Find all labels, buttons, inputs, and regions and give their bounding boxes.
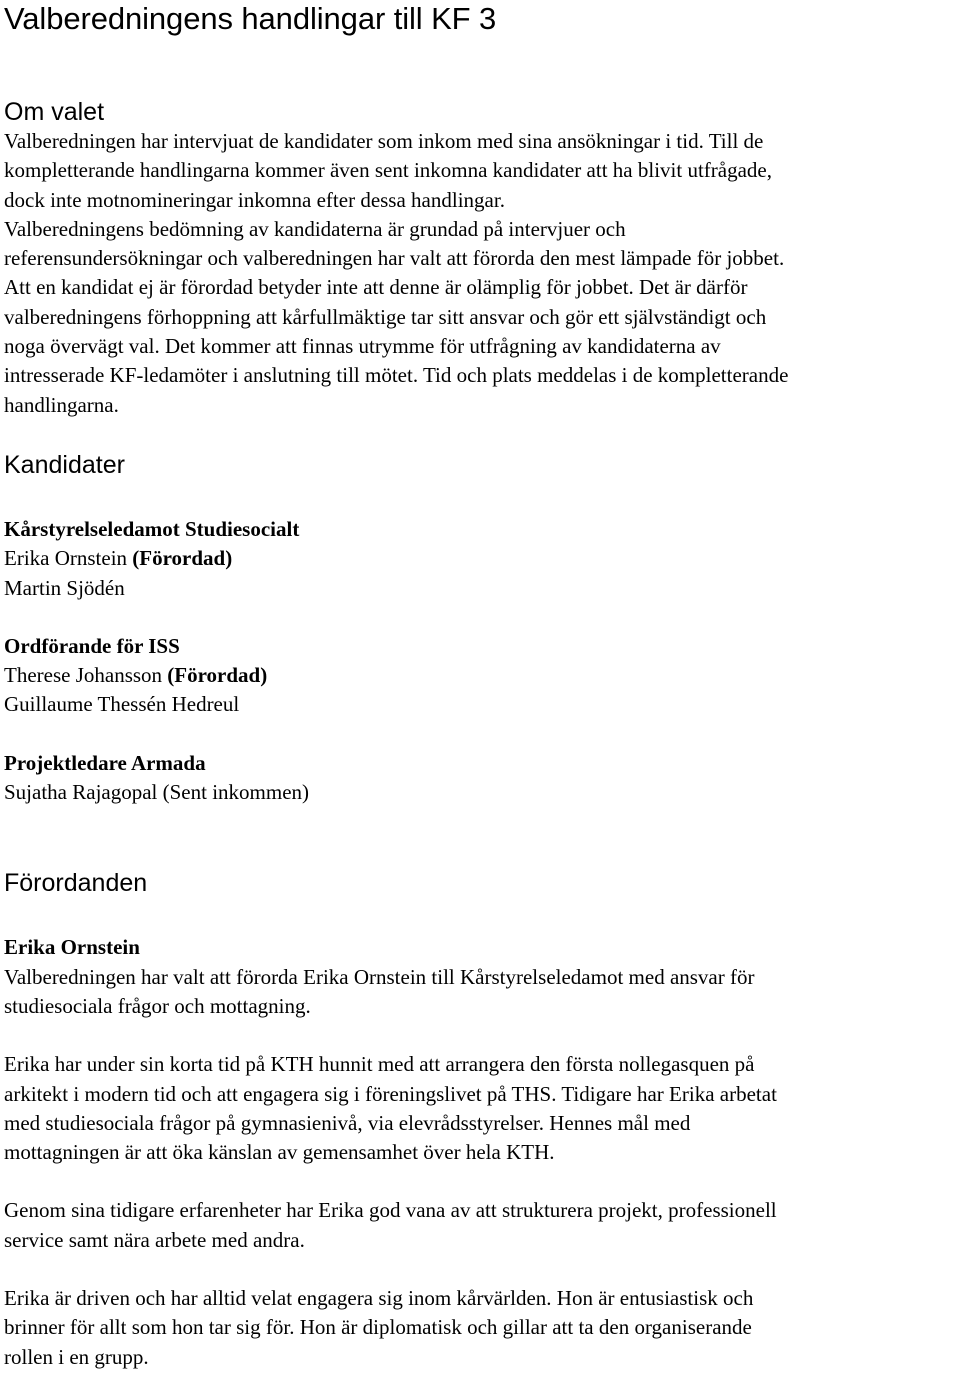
text-line: arkitekt i modern tid och att engagera sig i föreningslivet på THS. Tidigare har Erika arbetat <box>4 1081 777 1106</box>
position-title: Ordförande för ISS <box>4 633 180 658</box>
text-line: Att en kandidat ej är förordad betyder inte att denne är olämplig för jobbet. Det är därför <box>4 275 748 300</box>
text-line: Valberedningen har intervjuat de kandidater som inkom med sina ansökningar i tid. Till de <box>4 129 764 153</box>
document-title: Valberedningens handlingar till KF 3 <box>4 1 497 36</box>
position-block <box>4 632 958 720</box>
forordad-person-name: Erika Ornstein <box>4 935 140 960</box>
paragraph <box>4 1284 958 1372</box>
candidate-name: Martin Sjödén <box>4 575 125 600</box>
section-heading-forordanden: Förordanden <box>4 869 148 898</box>
text-line: rollen i en grupp. <box>4 1344 149 1369</box>
position-title: Projektledare Armada <box>4 750 206 775</box>
candidate-row <box>4 544 958 573</box>
text-line: Valberedningen har valt att förorda Erika Ornstein till Kårstyrelseledamot med ansvar för <box>4 964 755 989</box>
candidate-row <box>4 778 958 807</box>
text-line: mottagningen är att öka känslan av gemensamhet över hela KTH. <box>4 1140 555 1165</box>
candidate-name: Therese Johansson <box>4 663 163 688</box>
candidate-name: Sujatha Rajagopal (Sent inkommen) <box>4 780 310 805</box>
text-line: dock inte motnomineringar inkomna efter dessa handlingar. <box>4 187 505 212</box>
text-line: Erika är driven och har alltid velat engagera sig inom kårvärlden. Hon är entusiastisk och <box>4 1286 754 1311</box>
text-line: Valberedningens bedömning av kandidaterna är grundad på intervjuer och <box>4 216 626 241</box>
text-line: referensundersökningar och valberedningen har valt att förorda den mest lämpade för jobbet. <box>4 246 785 271</box>
text-line: brinner för allt som hon tar sig för. Hon är diplomatisk och gillar att ta den organiserande <box>4 1315 752 1340</box>
candidate-row <box>4 661 958 690</box>
candidate-name: Guillaume Thessén Hedreul <box>4 692 240 717</box>
position-block <box>4 749 958 808</box>
text-line: service samt nära arbete med andra. <box>4 1227 305 1252</box>
om-valet-text <box>4 127 958 420</box>
paragraph <box>4 1050 958 1167</box>
text-line: Erika har under sin korta tid på KTH hunnit med att arrangera den första nollegasquen på <box>4 1052 755 1077</box>
text-line: noga övervägt val. Det kommer att finnas utrymme för utfrågning av kandidaterna av <box>4 334 721 359</box>
candidate-name: Erika Ornstein <box>4 546 128 571</box>
section-heading-om-valet: Om valet <box>4 98 105 126</box>
text-line: kompletterande handlingarna kommer även sent inkomna kandidater att ha blivit utfrågade, <box>4 158 772 183</box>
position-title: Kårstyrelseledamot Studiesocialt <box>4 516 300 541</box>
text-line: valberedningens förhoppning att kårfullmäktige tar sitt ansvar och gör ett självständigt och <box>4 304 767 329</box>
text-line: Genom sina tidigare erfarenheter har Erika god vana av att strukturera projekt, professionell <box>4 1198 777 1223</box>
text-line: med studiesociala frågor på gymnasienivå, via elevrådsstyrelser. Hennes mål med <box>4 1110 691 1135</box>
forordad-block <box>4 933 958 1021</box>
text-line: intresserade KF-ledamöter i anslutning till mötet. Tid och plats meddelas i de kompletterande <box>4 363 789 388</box>
text-line: studiesociala frågor och mottagning. <box>4 993 311 1018</box>
candidate-row <box>4 574 958 603</box>
candidate-row <box>4 690 958 719</box>
text-line: handlingarna. <box>4 392 119 417</box>
recommended-badge: (Förordad) <box>167 663 268 688</box>
position-block <box>4 515 958 603</box>
recommended-badge: (Förordad) <box>132 546 233 571</box>
paragraph <box>4 1196 958 1255</box>
section-heading-kandidater: Kandidater <box>4 450 125 479</box>
document-page <box>4 0 958 1372</box>
